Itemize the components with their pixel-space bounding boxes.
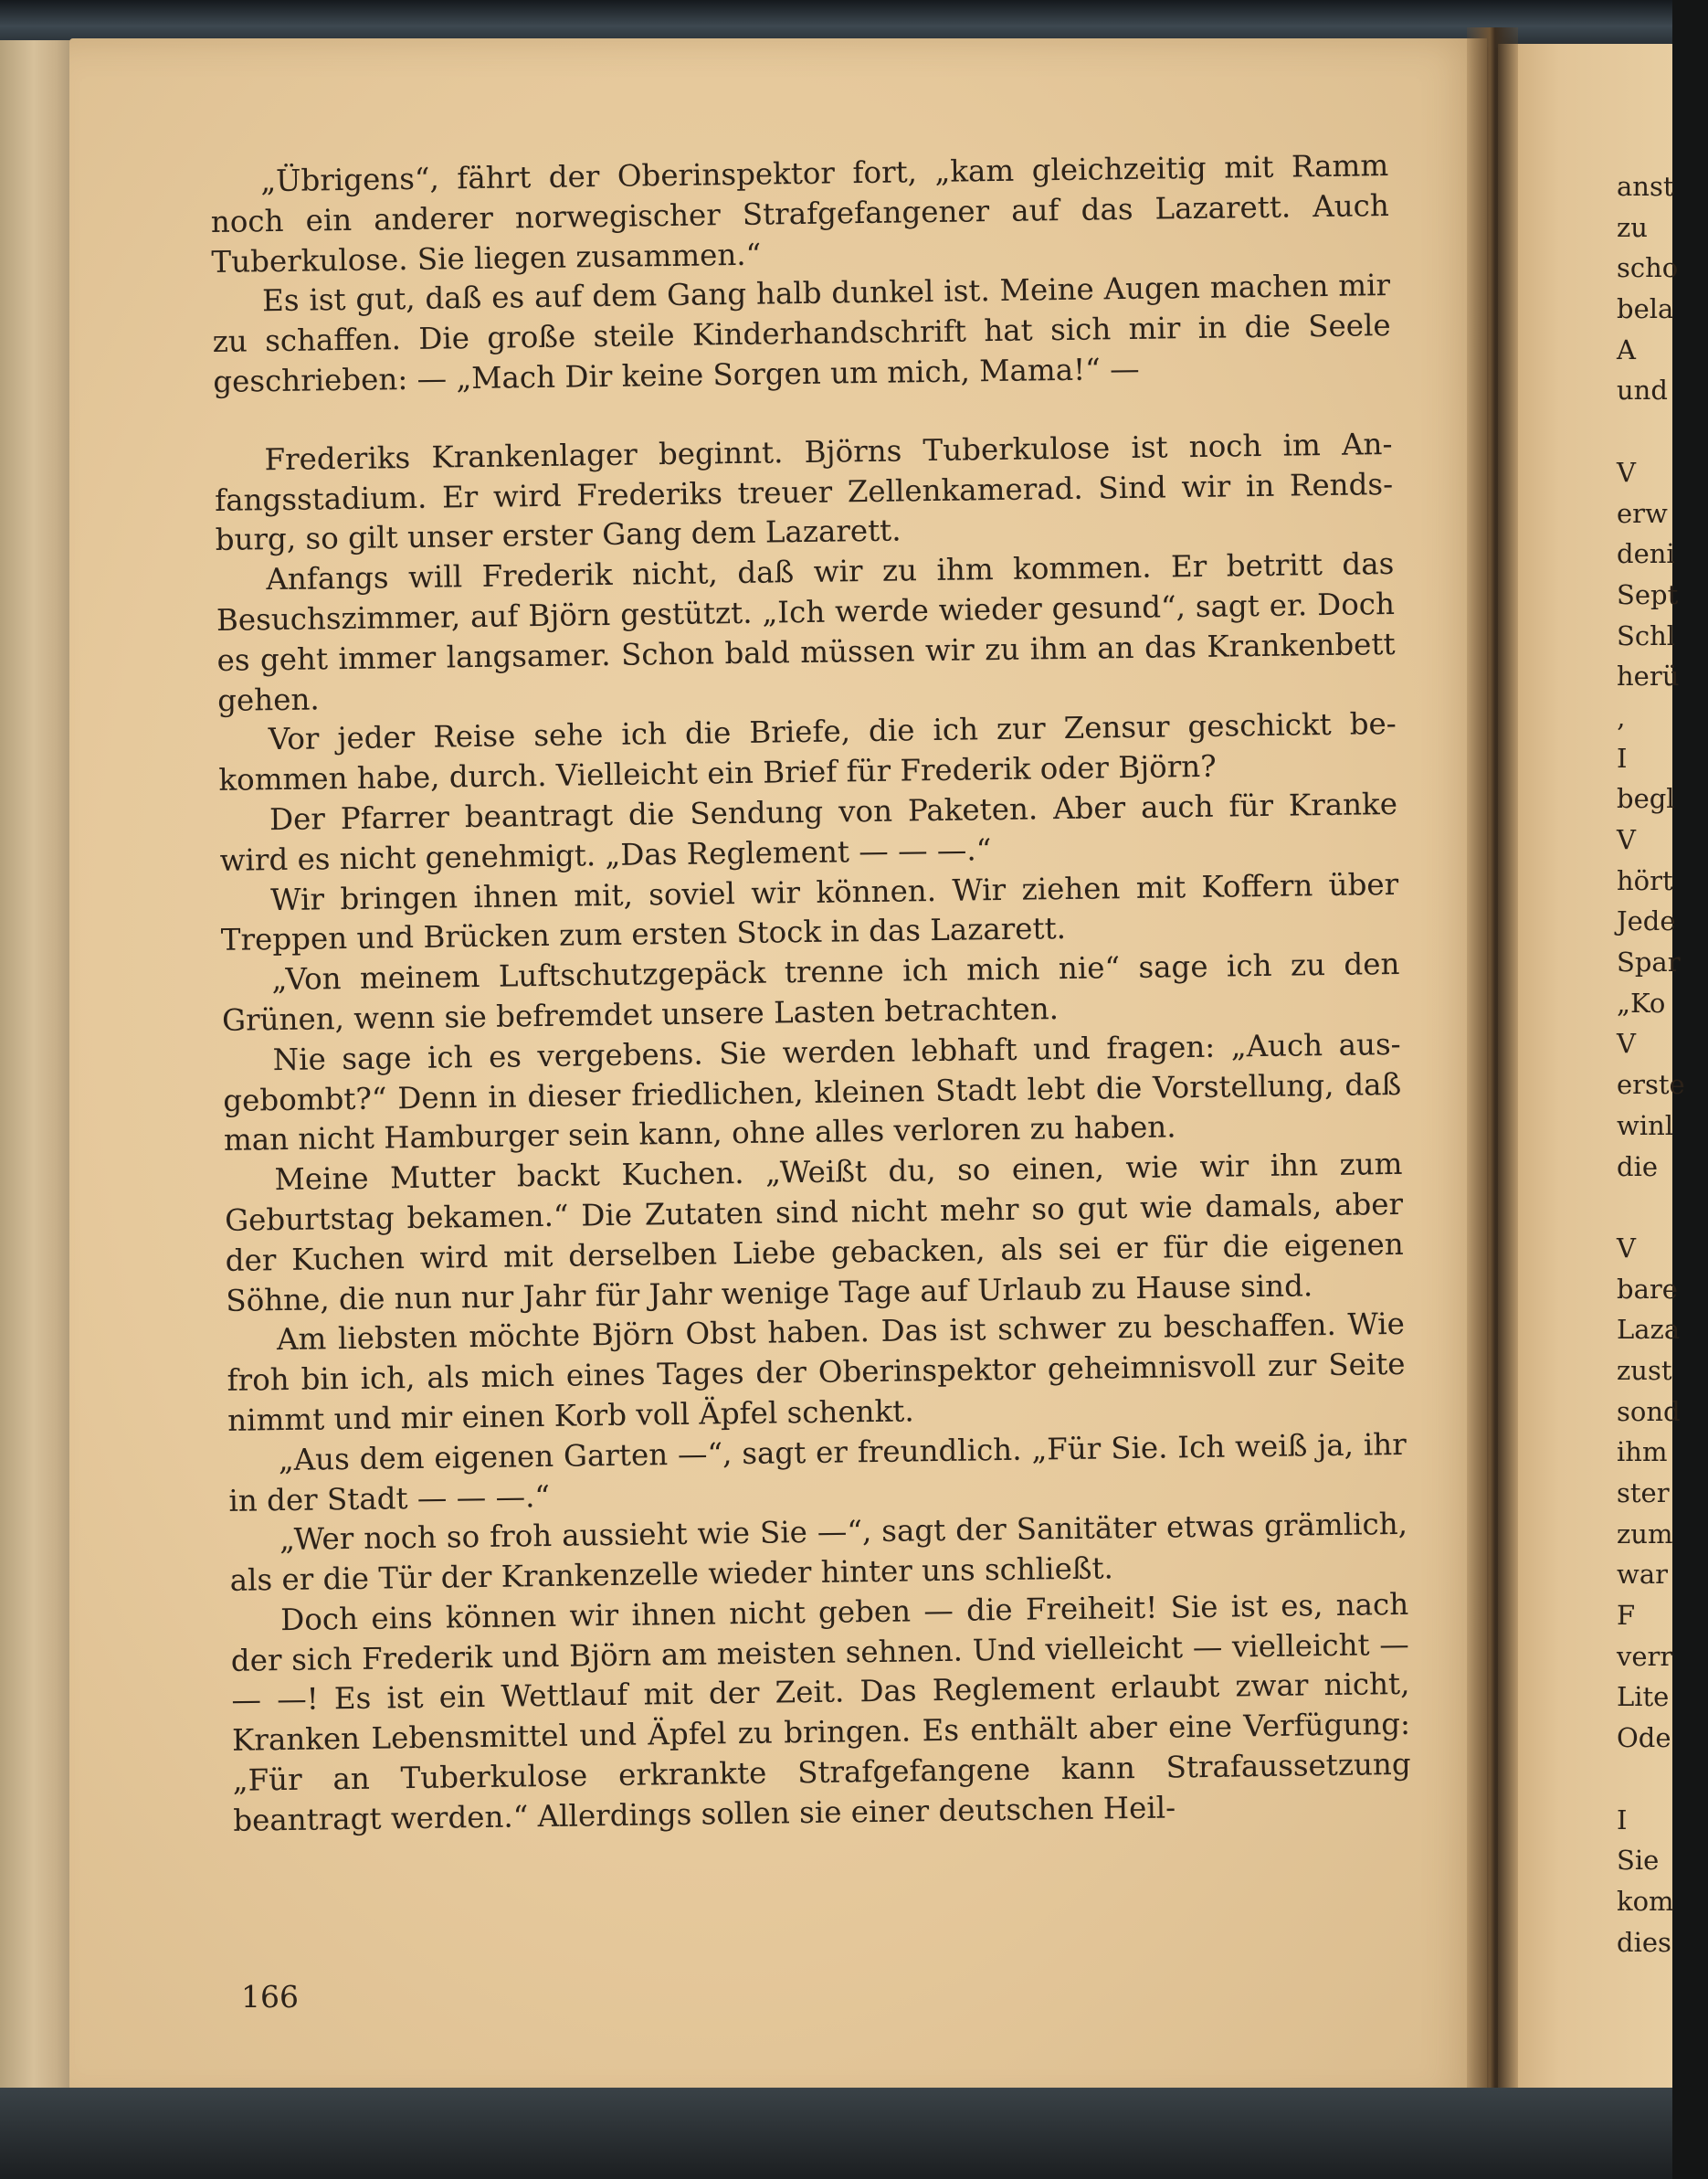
facing-page-line: herü: [1617, 661, 1680, 693]
paragraph: „Übrigens“, fährt der Oberinspektor fort, „kam gleichzeitig mit Ramm noch ein anderer norwegischer Strafgefangener auf das Lazarett. Auch Tuberkulose. Sie liegen zusammen.“: [210, 147, 1390, 280]
facing-page-line: [1617, 1187, 1708, 1228]
paragraph: „Aus dem eigenen Garten —“, sagt er freundlich. „Für Sie. Ich weiß ja, ihr in der Stadt — — —.“: [228, 1426, 1407, 1518]
facing-page-line: deni: [1617, 538, 1675, 570]
facing-page-line: dies: [1617, 1926, 1671, 1958]
facing-page-line: Ode: [1617, 1722, 1671, 1754]
facing-page-line: Lite: [1617, 1681, 1670, 1713]
facing-page-line: [1617, 1759, 1708, 1800]
facing-page-line: Spar: [1617, 947, 1681, 978]
facing-page-line: Sept: [1617, 578, 1679, 610]
paragraph: Frederiks Krankenlager beginnt. Björns Tuberkulose ist noch im Anfangsstadium. Er wird Frederiks treuer Zellenkamerad. Sind wir in Rendsburg, so gilt unser erster Gang dem Lazarett.: [214, 426, 1394, 558]
facing-page-line: V: [1617, 824, 1636, 855]
facing-page-line: die: [1617, 1150, 1659, 1182]
facing-page-line: Sie: [1617, 1845, 1660, 1877]
book-page-stack-edge: [0, 40, 75, 2105]
facing-page-line: ihm: [1617, 1436, 1668, 1468]
facing-page-line: winl: [1617, 1109, 1674, 1141]
facing-page-line: ster: [1617, 1477, 1670, 1508]
paragraph: Am liebsten möchte Björn Obst haben. Das ist schwer zu beschaffen. Wie froh bin ich, als mich eines Tages der Oberinspektor geheimnisvoll zur Seite nimmt und mir einen Korb voll Äpfel schenkt.: [227, 1306, 1406, 1438]
facing-page-line: bela: [1617, 293, 1674, 325]
facing-page-line: begl: [1617, 783, 1675, 815]
facing-page-line: erw: [1617, 497, 1668, 529]
facing-page-line: war: [1617, 1559, 1668, 1591]
facing-page-line: I: [1617, 742, 1628, 774]
paragraph: Nie sage ich es vergebens. Sie werden lebhaft und fragen: „Auch ausgebombt?“ Denn in dieser friedlichen, kleinen Stadt lebt die Vorstellung, daß man nicht Hamburger sein kann, ohne alles verloren zu haben.: [223, 1026, 1402, 1158]
facing-page-line: zust: [1617, 1354, 1672, 1386]
facing-page-line: Jede: [1617, 905, 1676, 937]
paragraph: „Von meinem Luftschutzgepäck trenne ich mich nie“ sage ich zu den Grünen, wenn sie befremdet unsere Lasten betrachten.: [221, 947, 1400, 1038]
book-spine-gutter: [1467, 27, 1518, 2120]
paragraph: Vor jeder Reise sehe ich die Briefe, die ich zur Zensur geschickt bekommen habe, durch. Vielleicht ein Brief für Frederik oder Björn?: [218, 706, 1397, 799]
facing-page-line: und: [1617, 375, 1668, 407]
page-body-text: [210, 146, 1412, 1842]
facing-page-line: [1617, 411, 1708, 452]
paragraph: Es ist gut, daß es auf dem Gang halb dunkel ist. Meine Augen machen mir zu schaffen. Die große steile Kinderhandschrift hat sich mir in die Seele geschrieben: — „Mach Dir keine Sorgen um mich, Mama!“ —: [212, 268, 1391, 399]
facing-page-line: A: [1617, 333, 1636, 365]
facing-page-line: F: [1617, 1600, 1636, 1632]
paragraph: Doch eins können wir ihnen nicht geben — die Freiheit! Sie ist es, nach der sich Frederik und Björn am meisten sehnen. Und vielleicht — vielleicht — — —! Es ist ein Wettlauf mit der Zeit. Das Reglement erlaubt zwar nicht, Kranken Lebensmittel und Äpfel zu bringen. Es enthält aber eine Verfügung: „Für an Tuberkulose erkrankte Strafgefangene kann Strafaussetzung beantragt werden.“ Allerdings sollen sie einer deutschen Heil-: [230, 1586, 1411, 1838]
paragraph: Wir bringen ihnen mit, soviel wir können. Wir ziehen mit Koffern über Treppen und Brücken zum ersten Stock in das Lazarett.: [220, 866, 1399, 958]
facing-page-line: verr: [1617, 1640, 1673, 1672]
facing-page-line: zum: [1617, 1518, 1673, 1550]
facing-page-line: anst: [1617, 171, 1674, 202]
paragraph: Anfangs will Frederik nicht, daß wir zu ihm kommen. Er betritt das Besuchszimmer, auf Björn gestützt. „Ich werde wieder gesund“, sagt er. Doch es geht immer langsamer. Schon bald müssen wir zu ihm an das Krankenbett gehen.: [216, 546, 1396, 718]
paragraph: Der Pfarrer beantragt die Sendung von Paketen. Aber auch für Kranke wird es nicht genehmigt. „Das Reglement — — —.“: [219, 786, 1398, 878]
facing-page-line: kom: [1617, 1885, 1674, 1917]
facing-page-line: V: [1617, 1232, 1636, 1264]
facing-page-line: erste: [1617, 1069, 1685, 1101]
facing-page-text-fragments: [1617, 166, 1708, 1962]
facing-page-line: scho: [1617, 252, 1679, 284]
facing-page-line: I: [1617, 1803, 1628, 1835]
paragraph: „Wer noch so froh aussieht wie Sie —“, sagt der Sanitäter etwas grämlich, als er die Tür der Krankenzelle wieder hinter uns schließt.: [229, 1507, 1408, 1598]
facing-page-line: bare: [1617, 1273, 1678, 1305]
facing-page-line: Laza: [1617, 1314, 1681, 1346]
page-number: 166: [241, 1979, 299, 2015]
facing-page-line: ‚: [1617, 701, 1626, 733]
facing-page-line: hört: [1617, 864, 1673, 896]
facing-page-line: V: [1617, 1028, 1636, 1060]
facing-page-line: V: [1617, 456, 1636, 488]
facing-page-line: zu: [1617, 211, 1648, 243]
scanner-bottom-edge: [0, 2088, 1672, 2179]
facing-page-line: „Ko: [1617, 987, 1666, 1019]
facing-page-line: sond: [1617, 1395, 1681, 1427]
paragraph: Meine Mutter backt Kuchen. „Weißt du, so einen, wie wir ihn zum Geburtstag bekamen.“ Die Zutaten sind nicht mehr so gut wie damals, aber der Kuchen wird mit derselben Liebe gebacken, als sei er für die eigenen Söhne, die nun nur Jahr für Jahr wenige Tage auf Urlaub zu Hause sind.: [224, 1147, 1404, 1318]
facing-page-line: Schl: [1617, 619, 1676, 651]
